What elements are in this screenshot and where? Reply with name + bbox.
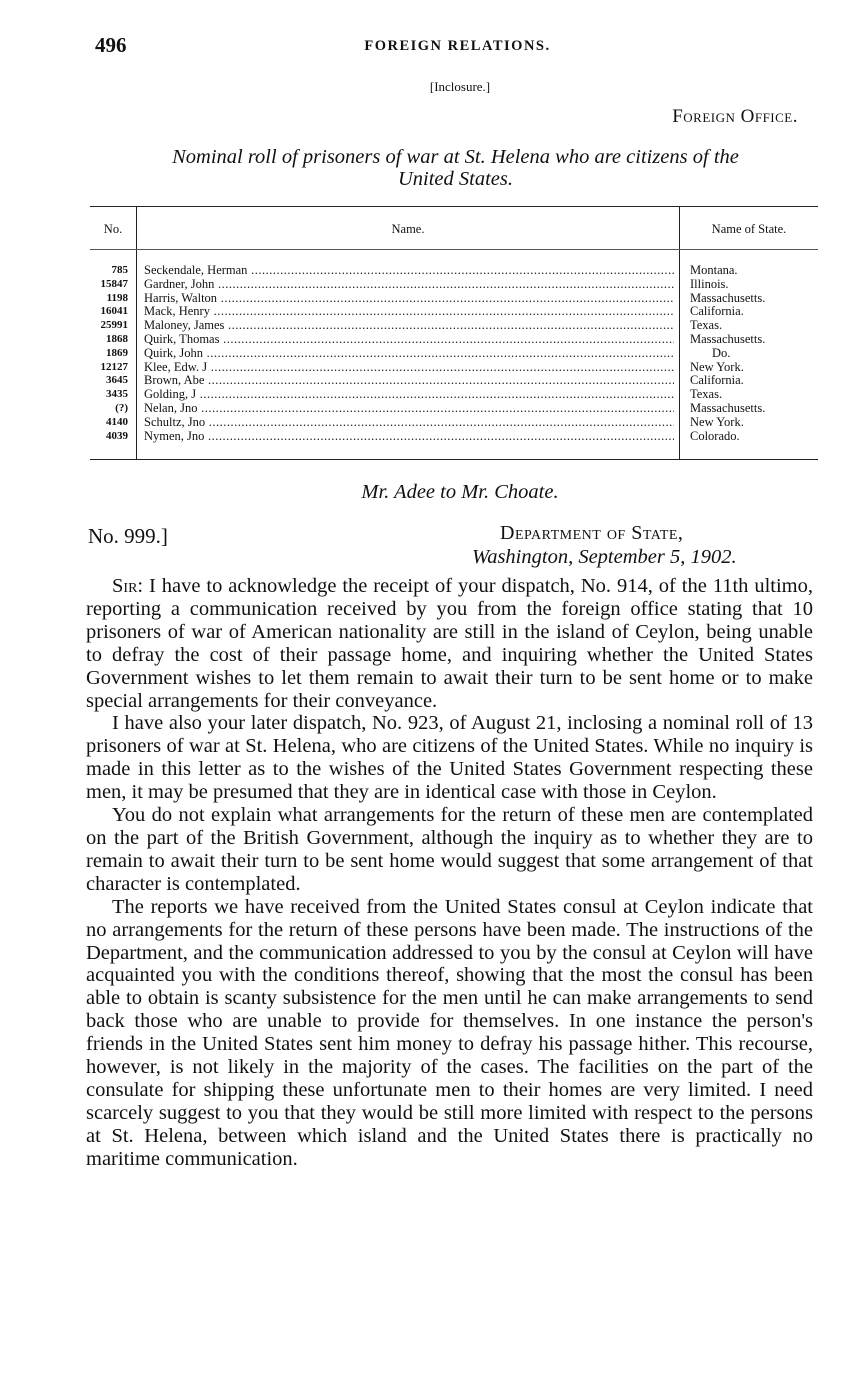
prisoner-state: California. bbox=[690, 373, 744, 388]
prisoner-number: 16041 bbox=[100, 305, 128, 318]
paragraph-text: : I have to acknowledge the receipt of your dispatch, No. 914, of the 11th ultimo, reporting a communication received by you from the foreign office stating that 10 prisoners of war of American nationality are still in the island of Ceylon, being unable to defray the cost of their passage home, and inquiring whether the United States Government wishes to let them remain to await their turn to be sent home or to make special arrangements for their conveyance. bbox=[86, 575, 813, 712]
prisoner-state: New York. bbox=[690, 359, 744, 374]
prisoner-name: Quirk, Thomas ..... bbox=[144, 333, 674, 347]
prisoner-state: California. bbox=[690, 304, 744, 319]
prisoner-name: Gardner, John ..... bbox=[144, 278, 674, 292]
inclosure-label: [Inclosure.] bbox=[429, 79, 491, 94]
prisoner-name: Klee, Edw. J ..... bbox=[144, 361, 674, 375]
letter-number: No. 999.] bbox=[88, 524, 168, 548]
body-paragraph: You do not explain what arrangements for the return of these men are contemplated on the part of the British Government, although the inquiry as to whether they are to remain to await their turn to be sent home would suggest that some arrangement of that character is contemplated. bbox=[86, 804, 813, 895]
prisoner-state: New York. bbox=[690, 414, 744, 429]
dateline: Washington, September 5, 1902. bbox=[472, 546, 737, 568]
prisoner-state: Texas. bbox=[690, 387, 723, 402]
prisoner-name: Golding, J ..... bbox=[144, 388, 674, 402]
table-body bbox=[90, 264, 818, 443]
salutation: Sir bbox=[112, 575, 138, 597]
prisoner-name: Brown, Abe ..... bbox=[144, 374, 674, 388]
table-row bbox=[90, 264, 818, 278]
prisoner-state: Do. bbox=[712, 345, 731, 360]
table-row bbox=[90, 388, 818, 402]
prisoner-number: 1868 bbox=[106, 332, 128, 345]
table-row bbox=[90, 430, 818, 444]
prisoner-name: Quirk, John ..... bbox=[144, 347, 674, 361]
body-paragraph: I have also your later dispatch, No. 923, of August 21, inclosing a nominal roll of 13 prisoners of war at St. Helena, who are citizens of the United States. While no inquiry is made in this letter as to the wishes of the United States Government respecting these men, it may be presumed that they are in identical case with those in Ceylon. bbox=[86, 712, 813, 804]
prisoner-number: 15847 bbox=[100, 277, 128, 290]
table-row bbox=[90, 402, 818, 416]
prisoner-name: Schultz, Jno ..... bbox=[144, 416, 674, 430]
roll-title bbox=[88, 146, 823, 190]
prisoner-number: 1869 bbox=[106, 346, 128, 359]
prisoner-name: Maloney, James ..... bbox=[144, 319, 674, 333]
prisoner-state: Montana. bbox=[690, 263, 738, 277]
table-row bbox=[90, 292, 818, 306]
running-title: FOREIGN RELATIONS. bbox=[364, 38, 551, 54]
prisoner-state: Colorado. bbox=[690, 428, 740, 443]
table-row bbox=[90, 333, 818, 347]
running-head bbox=[95, 33, 820, 59]
table-row bbox=[90, 374, 818, 388]
table-row bbox=[90, 305, 818, 319]
prisoner-name: Mack, Henry ..... bbox=[144, 305, 674, 319]
prisoner-number: (?) bbox=[115, 401, 128, 414]
prisoner-number: 785 bbox=[111, 264, 128, 276]
column-header-no: No. bbox=[103, 222, 123, 236]
prisoner-state: Illinois. bbox=[690, 276, 729, 291]
column-header-state: Name of State. bbox=[711, 222, 787, 236]
prisoner-number: 4140 bbox=[106, 415, 128, 428]
prisoner-name: Seckendale, Herman ..... bbox=[144, 264, 674, 278]
prisoner-name: Nymen, Jno ..... bbox=[144, 430, 674, 444]
prisoner-state: Massachusetts. bbox=[690, 290, 766, 305]
prisoner-roll-table bbox=[90, 206, 818, 460]
table-row bbox=[90, 347, 818, 361]
roll-title-line-1: Nominal roll of prisoners of war at St. Helena who are citizens of the bbox=[172, 146, 739, 168]
table-row bbox=[90, 416, 818, 430]
foreign-office-heading: Foreign Office. bbox=[672, 106, 798, 127]
prisoner-number: 3645 bbox=[106, 374, 128, 387]
column-header-name: Name. bbox=[391, 222, 425, 236]
prisoner-state: Massachusetts. bbox=[690, 331, 766, 346]
prisoner-number: 4039 bbox=[106, 429, 128, 442]
letter-heading: Mr. Adee to Mr. Choate. bbox=[361, 481, 559, 503]
prisoner-number: 12127 bbox=[100, 360, 128, 373]
table-row bbox=[90, 278, 818, 292]
prisoner-number: 3435 bbox=[106, 388, 128, 401]
roll-title-line-2: United States. bbox=[397, 168, 513, 190]
prisoner-state: Texas. bbox=[690, 318, 723, 333]
table-row bbox=[90, 319, 818, 333]
department-heading: Department of State, bbox=[500, 522, 684, 544]
page-number: 496 bbox=[95, 33, 127, 57]
prisoner-number: 25991 bbox=[100, 319, 128, 332]
header-rule bbox=[90, 249, 818, 250]
body-paragraph: The reports we have received from the United States consul at Ceylon indicate that no arrangements for the return of these persons have been made. The instructions of the Department, and the communication addressed to you by the consul at Ceylon will have acquainted you with the conditions thereof, showing that the most the consul has been able to obtain is scanty subsistence for the men until he can make arrangements to send back those who are unable to provide for themselves. In one instance the person's friends in the United States sent him money to defray his passage hither. This recourse, however, is not likely in the majority of the cases. The facilities on the part of the consulate for shipping these unfortunate men to their homes are very limited. I need scarcely suggest to you that they would be still more limited with respect to the persons at St. Helena, between which island and the United States there is practically no maritime communication. bbox=[86, 895, 813, 1170]
table-row bbox=[90, 361, 818, 375]
prisoner-state: Massachusetts. bbox=[690, 400, 766, 415]
prisoner-name: Harris, Walton ..... bbox=[144, 292, 674, 306]
body-paragraph bbox=[86, 575, 813, 712]
prisoner-name: Nelan, Jno ..... bbox=[144, 402, 674, 416]
letter-body bbox=[86, 575, 813, 1171]
prisoner-number: 1198 bbox=[106, 291, 128, 304]
